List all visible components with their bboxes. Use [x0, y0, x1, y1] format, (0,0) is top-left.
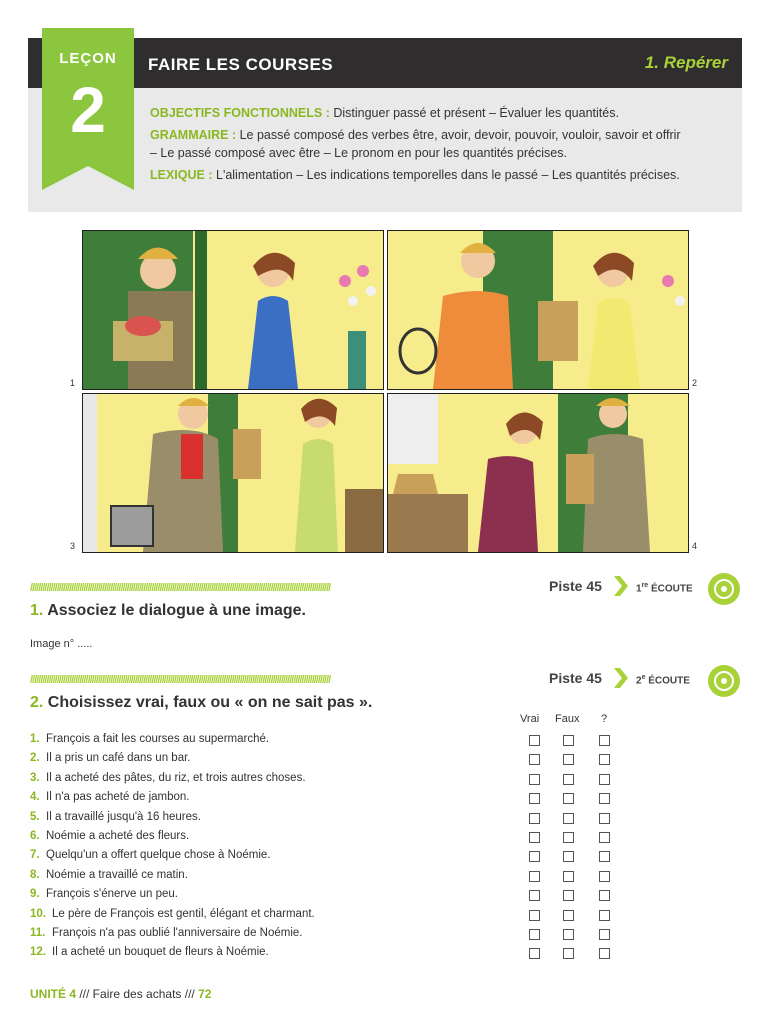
panel-number-4: 4: [692, 541, 698, 551]
checkbox-faux[interactable]: [563, 948, 574, 959]
checkbox-unknown[interactable]: [599, 735, 610, 746]
audio-cd-icon[interactable]: [708, 573, 740, 605]
statement-row: [30, 788, 510, 807]
statement-text: Il n'a pas acheté de jambon.: [46, 791, 190, 804]
statement-row: [30, 866, 510, 885]
audio-cd-icon[interactable]: [708, 665, 740, 697]
track-label-2: Piste 45: [549, 670, 602, 686]
section-label: 1. Repérer: [644, 53, 728, 72]
statement-number: 2.: [30, 752, 40, 765]
statement-number: 3.: [30, 771, 40, 784]
objective-functional: OBJECTIFS FONCTIONNELS : Distinguer passé et présent – Évaluer les quantités.: [150, 106, 619, 120]
comic-panel-1: [82, 230, 384, 390]
statement-number: 6.: [30, 830, 40, 842]
comic-illustration-2: [388, 231, 688, 389]
checkbox-vrai[interactable]: [529, 948, 540, 959]
page-title: FAIRE LES COURSES: [148, 55, 334, 74]
checkbox-unknown[interactable]: [599, 910, 610, 921]
checkbox-faux[interactable]: [563, 793, 574, 804]
panel-number-3: 3: [70, 541, 76, 551]
statement-row: [30, 730, 510, 749]
objective-lexicon: LEXIQUE : L'alimentation – Les indications temporelles dans le passé – Les quantités précises.: [150, 168, 680, 182]
lesson-word: LEÇON: [59, 50, 117, 67]
listening-label-1: 1re ÉCOUTE: [636, 582, 693, 595]
checkbox-faux[interactable]: [563, 871, 574, 882]
column-header-vrai: Vrai: [520, 713, 540, 725]
checkbox-unknown[interactable]: [599, 813, 610, 824]
checkbox-unknown[interactable]: [599, 851, 610, 862]
statement-text: Il a acheté un bouquet de fleurs à Noémie.: [52, 946, 269, 959]
checkbox-vrai[interactable]: [529, 832, 540, 843]
statement-row: [30, 885, 510, 904]
exercise-2-title: 2. Choisissez vrai, faux ou « on ne sait pas ».: [30, 694, 373, 711]
track-label-1: Piste 45: [549, 578, 602, 594]
statement-text: Noémie a travaillé ce matin.: [46, 868, 188, 881]
statement-number: 8.: [30, 868, 40, 881]
statement-row: [30, 827, 510, 846]
statement-row: [30, 769, 510, 788]
checkbox-vrai[interactable]: [529, 793, 540, 804]
checkbox-vrai[interactable]: [529, 774, 540, 785]
checkbox-unknown[interactable]: [599, 890, 610, 901]
statement-text: Il a acheté des pâtes, du riz, et trois autres choses.: [46, 771, 306, 784]
page-footer: UNITÉ 4 /// Faire des achats /// 72: [30, 987, 212, 1001]
statement-number: 4.: [30, 791, 40, 804]
statement-row: [30, 924, 510, 943]
image-number-line: Image n° .....: [30, 638, 93, 650]
decorative-slash-row-1: //////////////////////////////////////////////////////////////////////////////////////////////////////////////////////////////////////////////////: [30, 583, 331, 593]
checkbox-faux[interactable]: [563, 890, 574, 901]
comic-panel-3: [82, 393, 384, 553]
checkbox-unknown[interactable]: [599, 754, 610, 765]
panel-number-1: 1: [70, 378, 76, 388]
checkbox-vrai[interactable]: [529, 890, 540, 901]
checkbox-vrai[interactable]: [529, 910, 540, 921]
comic-panel-4: [387, 393, 689, 553]
checkbox-unknown[interactable]: [599, 929, 610, 940]
statement-row: [30, 749, 510, 768]
statement-number: 1.: [30, 733, 40, 745]
checkbox-faux[interactable]: [563, 774, 574, 785]
checkbox-faux[interactable]: [563, 813, 574, 824]
decorative-slash-row-2: //////////////////////////////////////////////////////////////////////////////////////////////////////////////////////////////////////////////////: [30, 675, 331, 685]
checkbox-unknown[interactable]: [599, 832, 610, 843]
objective-grammar: GRAMMAIRE : Le passé composé des verbes être, avoir, devoir, pouvoir, vouloir, savoir et offrir – Le passé composé avec être – Le pronom en pour les quantités précises.: [150, 128, 681, 160]
comic-illustration-1: [83, 231, 383, 389]
checkbox-vrai[interactable]: [529, 871, 540, 882]
checkbox-unknown[interactable]: [599, 948, 610, 959]
checkbox-faux[interactable]: [563, 754, 574, 765]
statement-number: 5.: [30, 810, 40, 823]
statement-text: François n'a pas oublié l'anniversaire de Noémie.: [52, 927, 303, 939]
comic-illustration-4: [388, 394, 688, 552]
checkbox-vrai[interactable]: [529, 929, 540, 940]
comic-panel-2: [387, 230, 689, 390]
statement-text: Il a pris un café dans un bar.: [46, 752, 191, 765]
statement-number: 9.: [30, 888, 40, 901]
listening-label-2: 2e ÉCOUTE: [636, 674, 690, 687]
checkbox-faux[interactable]: [563, 832, 574, 843]
exercise-1-title: 1. Associez le dialogue à une image.: [30, 602, 306, 619]
statement-number: 7.: [30, 849, 40, 862]
checkbox-faux[interactable]: [563, 735, 574, 746]
statement-text: Il a travaillé jusqu'à 16 heures.: [46, 810, 201, 823]
statement-text: François a fait les courses au supermarché.: [46, 733, 270, 745]
statement-text: Noémie a acheté des fleurs.: [46, 830, 190, 842]
checkbox-vrai[interactable]: [529, 851, 540, 862]
lesson-number: 2: [70, 74, 106, 146]
checkbox-unknown[interactable]: [599, 871, 610, 882]
statement-text: François s'énerve un peu.: [46, 888, 178, 901]
statement-text: Le père de François est gentil, élégant et charmant.: [52, 907, 315, 920]
statement-row: [30, 905, 510, 924]
comic-illustration-3: [83, 394, 383, 552]
checkbox-faux[interactable]: [563, 929, 574, 940]
chevron-right-icon: [614, 576, 628, 596]
statement-number: 11.: [30, 927, 46, 939]
statement-number: 10.: [30, 907, 46, 920]
checkbox-vrai[interactable]: [529, 735, 540, 746]
statement-row: [30, 808, 510, 827]
statement-number: 12.: [30, 946, 46, 959]
checkbox-vrai[interactable]: [529, 754, 540, 765]
column-header-faux: Faux: [555, 713, 580, 725]
statement-text: Quelqu'un a offert quelque chose à Noémie.: [46, 849, 271, 862]
statement-row: [30, 943, 510, 962]
checkbox-faux[interactable]: [563, 910, 574, 921]
panel-number-2: 2: [692, 378, 698, 388]
column-header-unknown: ?: [601, 713, 608, 725]
checkbox-vrai[interactable]: [529, 813, 540, 824]
statement-row: [30, 846, 510, 865]
chevron-right-icon: [614, 668, 628, 688]
checkbox-unknown[interactable]: [599, 774, 610, 785]
checkbox-faux[interactable]: [563, 851, 574, 862]
checkbox-unknown[interactable]: [599, 793, 610, 804]
